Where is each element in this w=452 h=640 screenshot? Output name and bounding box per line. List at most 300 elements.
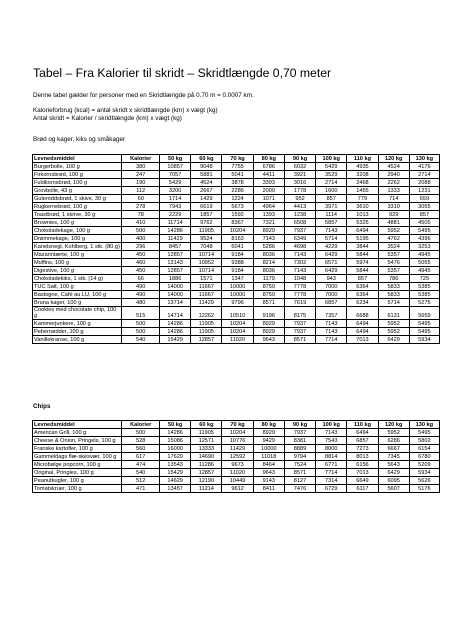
value-cell: 190 [122,179,160,187]
value-cell: 779 [347,195,378,203]
value-cell: 5643 [378,461,409,469]
value-cell: 7143 [316,227,347,235]
value-cell: 450 [122,251,160,259]
value-cell: 11905 [191,227,222,235]
value-cell: 10714 [191,251,222,259]
value-cell: 11714 [160,219,191,227]
value-cell: 952 [284,195,315,203]
value-cell: 6780 [409,453,439,461]
value-cell: 10776 [222,437,253,445]
value-cell: 1231 [409,187,439,195]
value-cell: 10857 [160,163,191,171]
table-row [33,477,440,485]
food-name-cell: Kanelsnegl, Kohlberg, 1 stk. (80 g) [33,243,122,251]
value-cell: 11905 [191,320,222,328]
value-cell: 9184 [222,267,253,275]
value-cell: 3529 [316,171,347,179]
table-row [33,187,440,195]
food-name-cell: American Grill, 100 g [33,429,122,437]
value-cell: 515 [122,307,160,320]
food-name-cell: Vanillekranse, 100 g [33,336,122,344]
value-cell: 7143 [284,251,315,259]
value-cell: 3200 [160,187,191,195]
value-cell: 3971 [316,203,347,211]
value-cell: 7143 [316,429,347,437]
value-cell: 7321 [253,219,284,227]
value-cell: 1114 [316,211,347,219]
value-cell: 5952 [378,227,409,235]
value-cell: 10000 [222,291,253,299]
intro-text: Denne tabel gælder for personer med en Skridtlængde på 0.70 m = 0.0007 km. [33,92,254,99]
value-cell: 6131 [378,307,409,320]
page-title: Tabel – Fra Kalorier til skridt – Skridtlængde 0,70 meter [33,66,332,80]
value-cell: 8127 [284,477,315,485]
value-cell: 8464 [253,461,284,469]
value-cell: 8571 [284,469,315,477]
value-cell: 5714 [316,235,347,243]
value-cell: 11214 [191,485,222,493]
value-cell: 6508 [284,219,315,227]
value-cell: 7143 [316,320,347,328]
column-header: 120 kg [378,155,409,163]
value-cell: 4762 [378,235,409,243]
value-cell: 3208 [347,171,378,179]
value-cell: 10000 [222,283,253,291]
value-cell: 7013 [347,469,378,477]
value-cell: 786 [378,275,409,283]
column-header: Levnedsmiddel [33,155,122,163]
value-cell: 3524 [378,243,409,251]
table-row [33,267,440,275]
value-cell: 5195 [347,235,378,243]
value-cell: 78 [122,211,160,219]
value-cell: 12857 [160,267,191,275]
value-cell: 14714 [160,307,191,320]
value-cell: 1857 [191,211,222,219]
value-cell: 5659 [409,307,439,320]
table-row [33,179,440,187]
value-cell: 12190 [191,477,222,485]
value-cell: 6429 [316,267,347,275]
value-cell: 4229 [316,243,347,251]
value-cell: 7714 [316,469,347,477]
value-cell: 7273 [347,445,378,453]
table-header-row [33,155,440,163]
value-cell: 4505 [409,219,439,227]
value-cell: 380 [122,163,160,171]
value-cell: 5495 [409,227,439,235]
value-cell: 6032 [284,163,315,171]
value-cell: 5673 [222,203,253,211]
food-name-cell: Bastogne, Café au LU, 100 g [33,291,122,299]
table-row [33,429,440,437]
value-cell: 7000 [316,291,347,299]
value-cell: 7143 [316,328,347,336]
value-cell: 7000 [316,283,347,291]
value-cell: 1224 [222,195,253,203]
value-cell: 7937 [284,429,315,437]
value-cell: 5626 [409,477,439,485]
value-cell: 11667 [191,291,222,299]
value-cell: 12857 [160,251,191,259]
value-cell: 7057 [160,171,191,179]
value-cell: 1048 [284,275,315,283]
table-row [33,328,440,336]
value-cell: 14286 [160,328,191,336]
value-cell: 6429 [316,251,347,259]
value-cell: 1455 [347,187,378,195]
value-cell: 1393 [253,211,284,219]
value-cell: 8889 [284,445,315,453]
food-name-cell: Firkornsbrød, 100 g [33,171,122,179]
section-heading-chips: Chips [33,403,51,410]
value-cell: 6494 [347,429,378,437]
value-cell: 4524 [378,163,409,171]
value-cell: 4964 [253,203,284,211]
value-cell: 8214 [253,259,284,267]
value-cell: 400 [122,235,160,243]
column-header: 120 kg [378,421,409,429]
value-cell: 12857 [191,469,222,477]
value-cell: 14629 [160,477,191,485]
value-cell: 5385 [409,283,439,291]
value-cell: 6364 [347,283,378,291]
value-cell: 6494 [347,227,378,235]
value-cell: 8929 [253,328,284,336]
value-cell: 8013 [347,453,378,461]
food-name-cell: Gammeldags flæ-skesvær, 100 g [33,453,122,461]
value-cell: 1347 [222,275,253,283]
value-cell: 5325 [347,219,378,227]
food-name-cell: Pebernødder, 100 g [33,328,122,336]
food-name-cell: Fuldkornsbrød, 100 g [33,179,122,187]
value-cell: 10204 [222,328,253,336]
value-cell: 9643 [253,336,284,344]
value-cell: 5934 [409,336,439,344]
value-cell: 4945 [409,251,439,259]
value-cell: 10204 [222,320,253,328]
value-cell: 5209 [409,461,439,469]
value-cell: 3016 [284,179,315,187]
value-cell: 14286 [160,429,191,437]
value-cell: 112 [122,187,160,195]
value-cell: 10449 [222,477,253,485]
column-header: 50 kg [160,155,191,163]
value-cell: 60 [122,195,160,203]
value-cell: 6234 [347,299,378,307]
value-cell: 4698 [284,243,315,251]
value-cell: 11020 [222,469,253,477]
value-cell: 7937 [284,227,315,235]
value-cell: 7943 [160,203,191,211]
value-cell: 5495 [409,429,439,437]
value-cell: 6429 [378,336,409,344]
formula-steps: Antal skridt = Kalorier / skridtlængde (km) x vægt (kg) [33,115,182,122]
value-cell: 9794 [284,453,315,461]
value-cell: 2000 [253,187,284,195]
food-name-cell: Microbølge popcorn, 100 g [33,461,122,469]
value-cell: 7357 [316,307,347,320]
value-cell: 12571 [191,437,222,445]
column-header: 70 kg [222,155,253,163]
food-name-cell: Tomatskruer, 100 g [33,485,122,493]
table-row [33,461,440,469]
value-cell: 500 [122,429,160,437]
value-cell: 11429 [160,235,191,243]
value-cell: 6117 [347,485,378,493]
value-cell: 2088 [409,179,439,187]
table-row [33,336,440,344]
value-cell: 7778 [284,283,315,291]
value-cell: 4413 [284,203,315,211]
value-cell: 11905 [191,328,222,336]
value-cell: 7714 [316,336,347,344]
food-name-cell: Chokoladekage, 100 g [33,227,122,235]
value-cell: 6286 [378,437,409,445]
value-cell: 6041 [222,243,253,251]
value-cell: 1714 [160,195,191,203]
value-cell: 7143 [253,235,284,243]
table-row [33,469,440,477]
value-cell: 14000 [160,291,191,299]
value-cell: 5286 [253,243,284,251]
food-name-cell: Grovbolle, 43 g [33,187,122,195]
value-cell: 66 [122,275,160,283]
value-cell: 5833 [378,283,409,291]
value-cell: 6729 [316,485,347,493]
value-cell: 5881 [191,171,222,179]
value-cell: 7476 [284,485,315,493]
value-cell: 5802 [409,437,439,445]
value-cell: 5857 [316,219,347,227]
column-header: 80 kg [253,155,284,163]
value-cell: 15429 [160,469,191,477]
value-cell: 9796 [222,299,253,307]
value-cell: 3844 [347,243,378,251]
value-cell: 8814 [316,453,347,461]
value-cell: 2714 [316,179,347,187]
value-cell: 929 [378,211,409,219]
value-cell: 3393 [253,179,284,187]
value-cell: 11905 [191,429,222,437]
value-cell: 7543 [316,437,347,445]
food-name-cell: Franske kartofler, 100 g [33,445,122,453]
value-cell: 659 [409,195,439,203]
value-cell: 4524 [191,179,222,187]
value-cell: 490 [122,283,160,291]
table-row [33,211,440,219]
value-cell: 8411 [253,485,284,493]
value-cell: 11286 [191,461,222,469]
value-cell: 11667 [191,283,222,291]
value-cell: 8000 [316,445,347,453]
table-row [33,283,440,291]
value-cell: 14286 [160,227,191,235]
value-cell: 15429 [160,336,191,344]
value-cell: 1179 [253,275,284,283]
value-cell: 8929 [253,320,284,328]
value-cell: 540 [122,469,160,477]
value-cell: 9196 [253,307,284,320]
value-cell: 8571 [253,299,284,307]
value-cell: 528 [122,437,160,445]
value-cell: 10952 [191,259,222,267]
value-cell: 10204 [222,429,253,437]
value-cell: 3253 [409,243,439,251]
table-row [33,219,440,227]
table-row [33,195,440,203]
food-name-cell: Bruna kager, 100 g [33,299,122,307]
value-cell: 560 [122,445,160,453]
value-cell: 7048 [191,243,222,251]
value-cell: 6857 [316,299,347,307]
value-cell: 9612 [222,485,253,493]
column-header: 100 kg [316,155,347,163]
value-cell: 5429 [316,163,347,171]
value-cell: 500 [122,227,160,235]
table-row [33,437,440,445]
value-cell: 16000 [160,445,191,453]
value-cell: 6649 [347,477,378,485]
value-cell: 15086 [160,437,191,445]
value-cell: 617 [122,453,160,461]
value-cell: 13457 [160,485,191,493]
value-cell: 4176 [409,163,439,171]
value-cell: 6494 [347,328,378,336]
value-cell: 11429 [222,445,253,453]
value-cell: 8163 [222,235,253,243]
value-cell: 9184 [222,251,253,259]
value-cell: 2667 [191,187,222,195]
table-row [33,320,440,328]
column-header: 110 kg [347,421,378,429]
value-cell: 490 [122,291,160,299]
table-row [33,203,440,211]
food-name-cell: TUC Salt, 100 g [33,283,122,291]
value-cell: 1600 [316,187,347,195]
value-cell: 7314 [316,477,347,485]
value-cell: 410 [122,219,160,227]
value-cell: 6571 [316,259,347,267]
value-cell: 7302 [284,259,315,267]
value-cell: 12857 [191,336,222,344]
value-cell: 6154 [409,445,439,453]
bread-cakes-table [32,154,440,344]
value-cell: 7013 [347,336,378,344]
value-cell: 11020 [222,336,253,344]
value-cell: 6857 [347,437,378,445]
value-cell: 2714 [409,171,439,179]
value-cell: 10204 [222,227,253,235]
value-cell: 8750 [253,283,284,291]
column-header: 130 kg [409,421,439,429]
value-cell: 1013 [347,211,378,219]
food-name-cell: Mazarintærte, 100 g [33,251,122,259]
value-cell: 7937 [284,328,315,336]
value-cell: 471 [122,485,160,493]
value-cell: 1333 [378,187,409,195]
value-cell: 8750 [253,291,284,299]
food-name-cell: Original, Pringles, 100 g [33,469,122,477]
value-cell: 12592 [222,453,253,461]
value-cell: 474 [122,461,160,469]
value-cell: 4411 [253,171,284,179]
value-cell: 8367 [222,219,253,227]
value-cell: 5714 [378,299,409,307]
column-header: 90 kg [284,155,315,163]
food-name-cell: Drømmekage, 100 g [33,235,122,243]
value-cell: 1778 [284,187,315,195]
value-cell: 3878 [222,179,253,187]
table-row [33,275,440,283]
food-name-cell: Burgerbolle, 100 g [33,163,122,171]
table-row [33,171,440,179]
value-cell: 5952 [378,328,409,336]
value-cell: 7778 [284,291,315,299]
formula-calories: Kalorieforbrug (kcal) = antal skridt x skridtlængde (km) x vægt (kg) [33,107,218,114]
value-cell: 2229 [160,211,191,219]
chips-table [32,420,440,493]
value-cell: 5495 [409,320,439,328]
value-cell: 3055 [409,203,439,211]
value-cell: 9048 [191,163,222,171]
value-cell: 5041 [222,171,253,179]
value-cell: 4945 [409,267,439,275]
value-cell: 5934 [409,469,439,477]
value-cell: 13143 [160,259,191,267]
value-cell: 4881 [378,219,409,227]
food-name-cell: Digestive, 100 g [33,267,122,275]
value-cell: 11429 [191,299,222,307]
food-name-cell: Rugkernebrød, 100 g [33,203,122,211]
value-cell: 857 [347,275,378,283]
value-cell: 6494 [347,320,378,328]
value-cell: 6619 [191,203,222,211]
value-cell: 5952 [378,320,409,328]
value-cell: 5429 [160,179,191,187]
value-cell: 4935 [347,163,378,171]
value-cell: 2940 [378,171,409,179]
food-name-cell: Brownies, 100 g [33,219,122,227]
table-row [33,243,440,251]
value-cell: 6156 [347,461,378,469]
value-cell: 6786 [253,163,284,171]
value-cell: 14690 [191,453,222,461]
value-cell: 5357 [378,251,409,259]
value-cell: 8929 [253,429,284,437]
value-cell: 500 [122,320,160,328]
table-row [33,453,440,461]
table-row [33,227,440,235]
value-cell: 6429 [378,469,409,477]
value-cell: 8929 [253,227,284,235]
value-cell: 1886 [160,275,191,283]
value-cell: 6688 [347,307,378,320]
value-cell: 13543 [160,461,191,469]
value-cell: 6667 [378,445,409,453]
column-header: 80 kg [253,421,284,429]
value-cell: 13333 [191,445,222,453]
value-cell: 5952 [378,429,409,437]
food-name-cell: Chokoladekiks, 1 stk. (14 g) [33,275,122,283]
value-cell: 5974 [347,259,378,267]
value-cell: 5275 [409,299,439,307]
food-name-cell: Peanutkugler, 100 g [33,477,122,485]
value-cell: 9429 [253,437,284,445]
value-cell: 5176 [409,485,439,493]
column-header: 60 kg [191,421,222,429]
value-cell: 10510 [222,307,253,320]
